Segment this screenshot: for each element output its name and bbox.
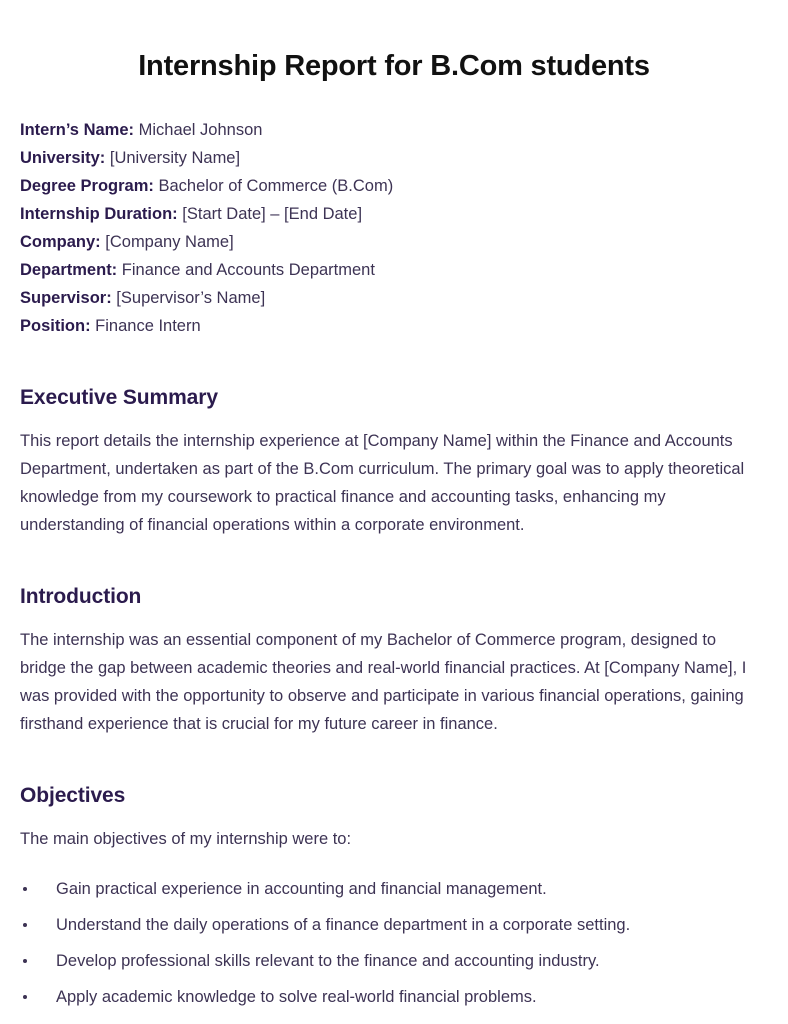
page-title: Internship Report for B.Com students (138, 50, 650, 82)
paragraph-introduction: The internship was an essential component of my Bachelor of Commerce program, designed to bridge the gap between academic theories and real-world financial practices. At [Company Name], I was provided with the opportunity to observe and participate in various financial operations, gaining firsthand experience that is crucial for my future career in finance. (20, 631, 747, 733)
section-executive-summary (20, 384, 768, 539)
metadata-label-degree-program: Degree Program: (20, 177, 154, 195)
metadata-row-internship-duration (20, 200, 768, 228)
metadata-row-supervisor (20, 284, 768, 312)
metadata-label-intern-name: Intern’s Name: (20, 121, 135, 139)
metadata-value-department: Finance and Accounts Department (121, 261, 375, 279)
metadata-label-company: Company: (20, 233, 101, 251)
metadata-value-company: [Company Name] (105, 233, 234, 251)
paragraph-executive-summary: This report details the internship experience at [Company Name] within the Finance and Accounts Department, undertaken as part of the B.Com curriculum. The primary goal was to apply theoretical knowledge from my coursework to practical finance and accounting tasks, enhancing my understanding of financial operations within a corporate environment. (20, 432, 745, 534)
metadata-row-degree-program (20, 172, 768, 200)
paragraph-objectives-intro: The main objectives of my internship were to: (20, 830, 352, 848)
section-objectives (20, 782, 768, 1011)
metadata-label-department: Department: (20, 261, 118, 279)
objective-text: Gain practical experience in accounting and financial management. (56, 880, 547, 898)
list-item (20, 875, 768, 903)
list-item (20, 983, 768, 1011)
objective-text: Develop professional skills relevant to the finance and accounting industry. (56, 952, 600, 970)
metadata-label-supervisor: Supervisor: (20, 289, 112, 307)
metadata-value-university: [University Name] (109, 149, 241, 167)
objective-text: Apply academic knowledge to solve real-world financial problems. (56, 988, 537, 1006)
metadata-row-company (20, 228, 768, 256)
metadata-value-supervisor: [Supervisor’s Name] (116, 289, 266, 307)
section-introduction (20, 583, 768, 738)
metadata-row-university (20, 144, 768, 172)
objective-text: Understand the daily operations of a finance department in a corporate setting. (56, 916, 631, 934)
metadata-row-position (20, 312, 768, 340)
metadata-value-intern-name: Michael Johnson (138, 121, 263, 139)
list-item (20, 911, 768, 939)
metadata-label-position: Position: (20, 317, 91, 335)
heading-executive-summary: Executive Summary (20, 386, 218, 409)
metadata-value-position: Finance Intern (95, 317, 201, 335)
metadata-row-intern-name (20, 116, 768, 144)
metadata-row-department (20, 256, 768, 284)
metadata-value-internship-duration: [Start Date] – [End Date] (182, 205, 363, 223)
list-item (20, 947, 768, 975)
metadata-label-internship-duration: Internship Duration: (20, 205, 178, 223)
intern-metadata-block (20, 116, 768, 340)
heading-introduction: Introduction (20, 585, 142, 608)
metadata-label-university: University: (20, 149, 106, 167)
heading-objectives: Objectives (20, 784, 126, 807)
objectives-list (20, 853, 768, 1011)
metadata-value-degree-program: Bachelor of Commerce (B.Com) (158, 177, 394, 195)
